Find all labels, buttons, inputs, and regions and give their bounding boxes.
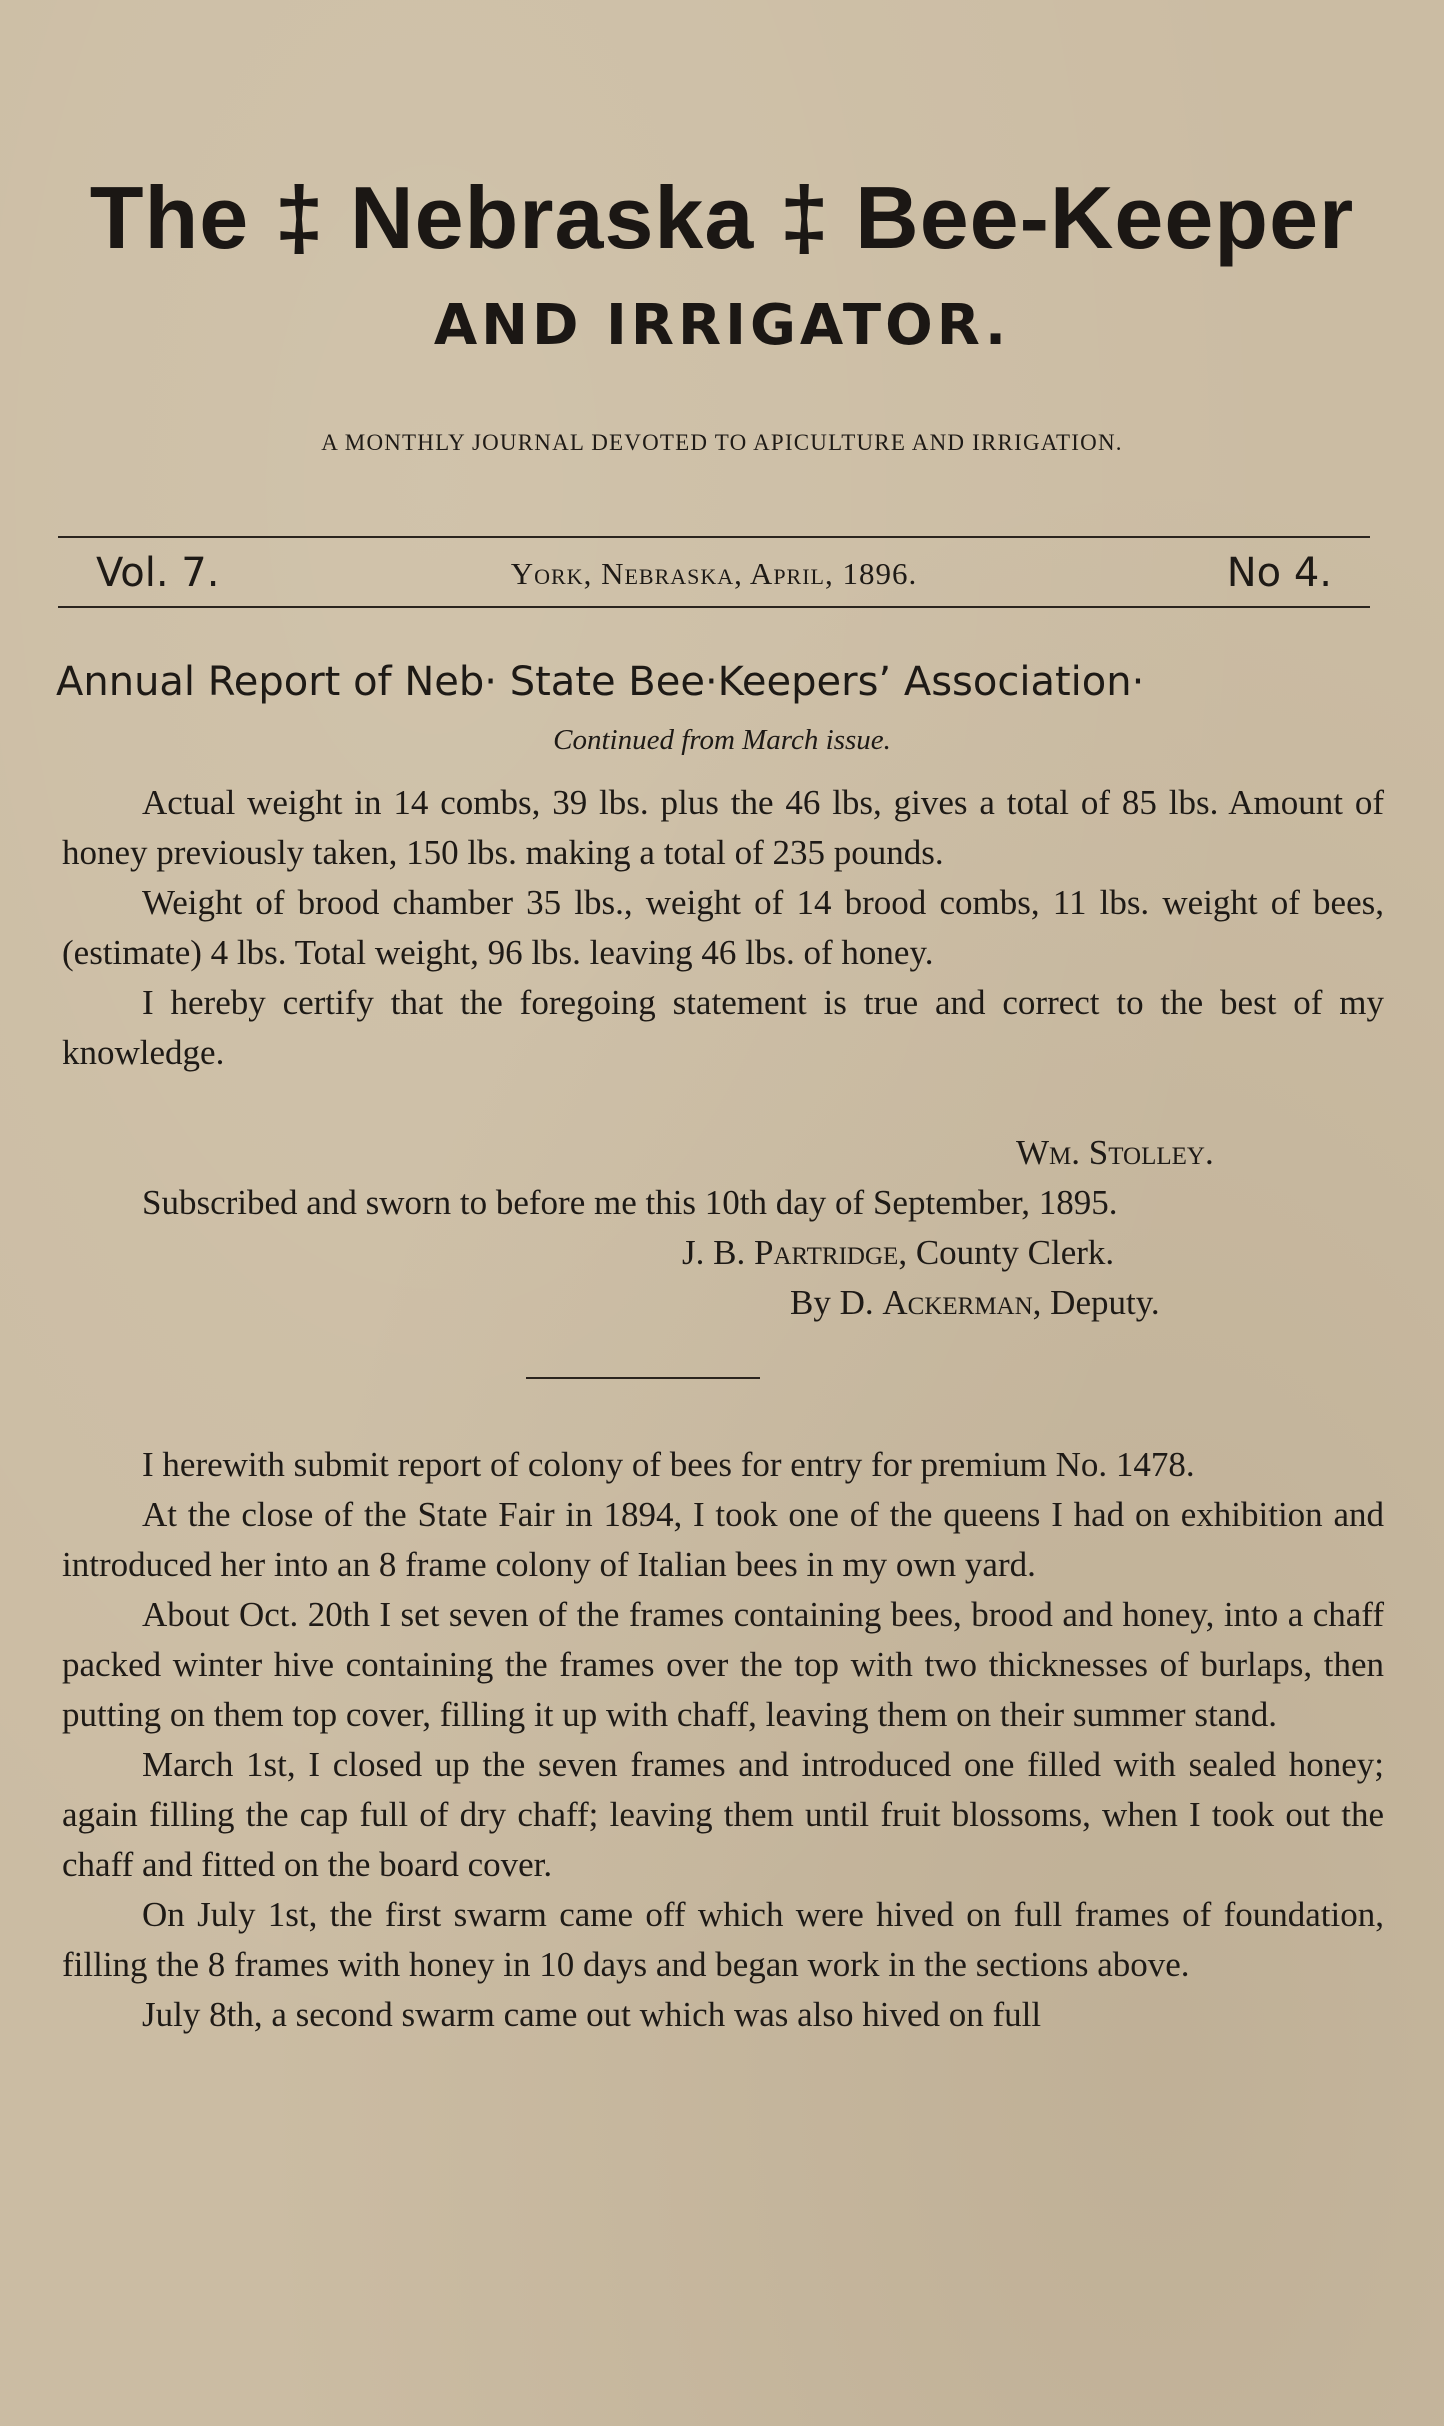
paragraph: On July 1st, the first swarm came off which were hived on full frames of foundation, filling the 8 frames with honey in 10 days and began work in the sections above. <box>62 1895 1384 1984</box>
article-body <box>62 778 1384 1078</box>
masthead-title: The ‡ Nebraska ‡ Bee-Keeper <box>89 168 1355 267</box>
paragraph: Weight of brood chamber 35 lbs., weight of 14 brood combs, 11 lbs. weight of bees, (estimate) 4 lbs. Total weight, 96 lbs. leaving 46 lbs. of honey. <box>62 883 1384 972</box>
deputy-prefix: By D. <box>790 1283 883 1322</box>
paragraph: Actual weight in 14 combs, 39 lbs. plus the 46 lbs, gives a total of 85 lbs. Amount of honey previously taken, 150 lbs. making a total of 235 pounds. <box>62 783 1384 872</box>
deputy-title: , Deputy. <box>1032 1283 1160 1322</box>
issue-line <box>58 548 1370 598</box>
deputy-line <box>790 1278 1160 1328</box>
masthead <box>56 168 1388 268</box>
clerk-name: J. B. Partridge <box>682 1233 899 1272</box>
volume-label: Vol. 7. <box>96 550 220 596</box>
masthead-subtitle: AND IRRIGATOR. <box>433 293 1011 358</box>
place-date: York, Nebraska, April, 1896. <box>510 556 918 591</box>
paragraph: About Oct. 20th I set seven of the frames containing bees, brood and honey, into a chaff packed winter hive containing the frames over the top with two thicknesses of burlaps, then putting on them top cover, filling it up with chaff, leaving them on their summer stand. <box>62 1595 1384 1734</box>
signature <box>1016 1128 1214 1178</box>
sworn-statement: Subscribed and sworn to before me this 10th day of September, 1895. <box>142 1183 1118 1222</box>
clerk-title: , County Clerk. <box>898 1233 1115 1272</box>
paragraph: July 8th, a second swarm came out which was also hived on full <box>142 1995 1042 2034</box>
paragraph: I hereby certify that the foregoing statement is true and correct to the best of my knowledge. <box>62 983 1384 1072</box>
journal-tagline: A MONTHLY JOURNAL DEVOTED TO APICULTURE AND IRRIGATION. <box>321 430 1123 455</box>
continued-note: Continued from March issue. <box>553 724 891 756</box>
header-rule-bottom <box>58 606 1370 608</box>
paragraph: I herewith submit report of colony of bees for entry for premium No. 1478. <box>142 1445 1195 1484</box>
signature-name: Wm. Stolley. <box>1016 1133 1214 1172</box>
paragraph: At the close of the State Fair in 1894, I took one of the queens I had on exhibition and introduced her into an 8 frame colony of Italian bees in my own yard. <box>62 1495 1384 1584</box>
deputy-name: Ackerman <box>882 1283 1033 1322</box>
paragraph: March 1st, I closed up the seven frames and introduced one filled with sealed honey; again filling the cap full of dry chaff; leaving them until fruit blossoms, when I took out the chaff and fitted on the board cover. <box>62 1745 1384 1884</box>
report-body <box>62 1440 1384 2040</box>
section-divider <box>526 1377 760 1379</box>
clerk-line <box>682 1228 1114 1278</box>
header-rule-top <box>58 536 1370 538</box>
article-heading: Annual Report of Neb· State Bee·Keepers’ Association· <box>56 659 1145 705</box>
issue-number: No 4. <box>1226 550 1332 596</box>
